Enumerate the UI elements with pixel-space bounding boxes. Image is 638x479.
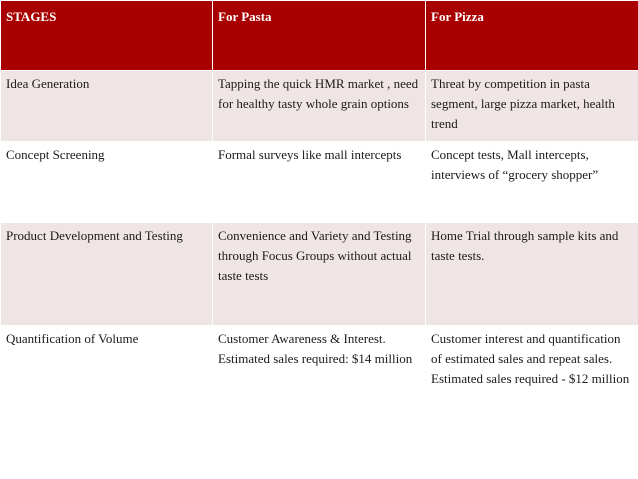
pasta-cell: Tapping the quick HMR market , need for healthy tasty whole grain options [213, 71, 426, 142]
stage-cell: Quantification of Volume [1, 326, 213, 479]
pizza-cell: Concept tests, Mall intercepts, interviews of “grocery shopper” [426, 142, 638, 223]
stage-cell: Product Development and Testing [1, 223, 213, 326]
pasta-cell: Formal surveys like mall intercepts [213, 142, 426, 223]
stage-cell: Concept Screening [1, 142, 213, 223]
header-stages: STAGES [1, 1, 213, 71]
stage-cell: Idea Generation [1, 71, 213, 142]
pasta-cell: Customer Awareness & Interest. Estimated sales required: $14 million [213, 326, 426, 479]
header-for-pasta: For Pasta [213, 1, 426, 71]
pizza-cell: Customer interest and quantification of estimated sales and repeat sales. Estimated sales required - $12 million [426, 326, 638, 479]
table-row [1, 142, 638, 223]
table-row [1, 223, 638, 326]
pizza-cell: Threat by competition in pasta segment, large pizza market, health trend [426, 71, 638, 142]
pizza-cell: Home Trial through sample kits and taste tests. [426, 223, 638, 326]
table-header-row [1, 1, 638, 71]
header-for-pizza: For Pizza [426, 1, 638, 71]
table-row [1, 71, 638, 142]
pasta-cell: Convenience and Variety and Testing through Focus Groups without actual taste tests [213, 223, 426, 326]
table-row [1, 326, 638, 479]
